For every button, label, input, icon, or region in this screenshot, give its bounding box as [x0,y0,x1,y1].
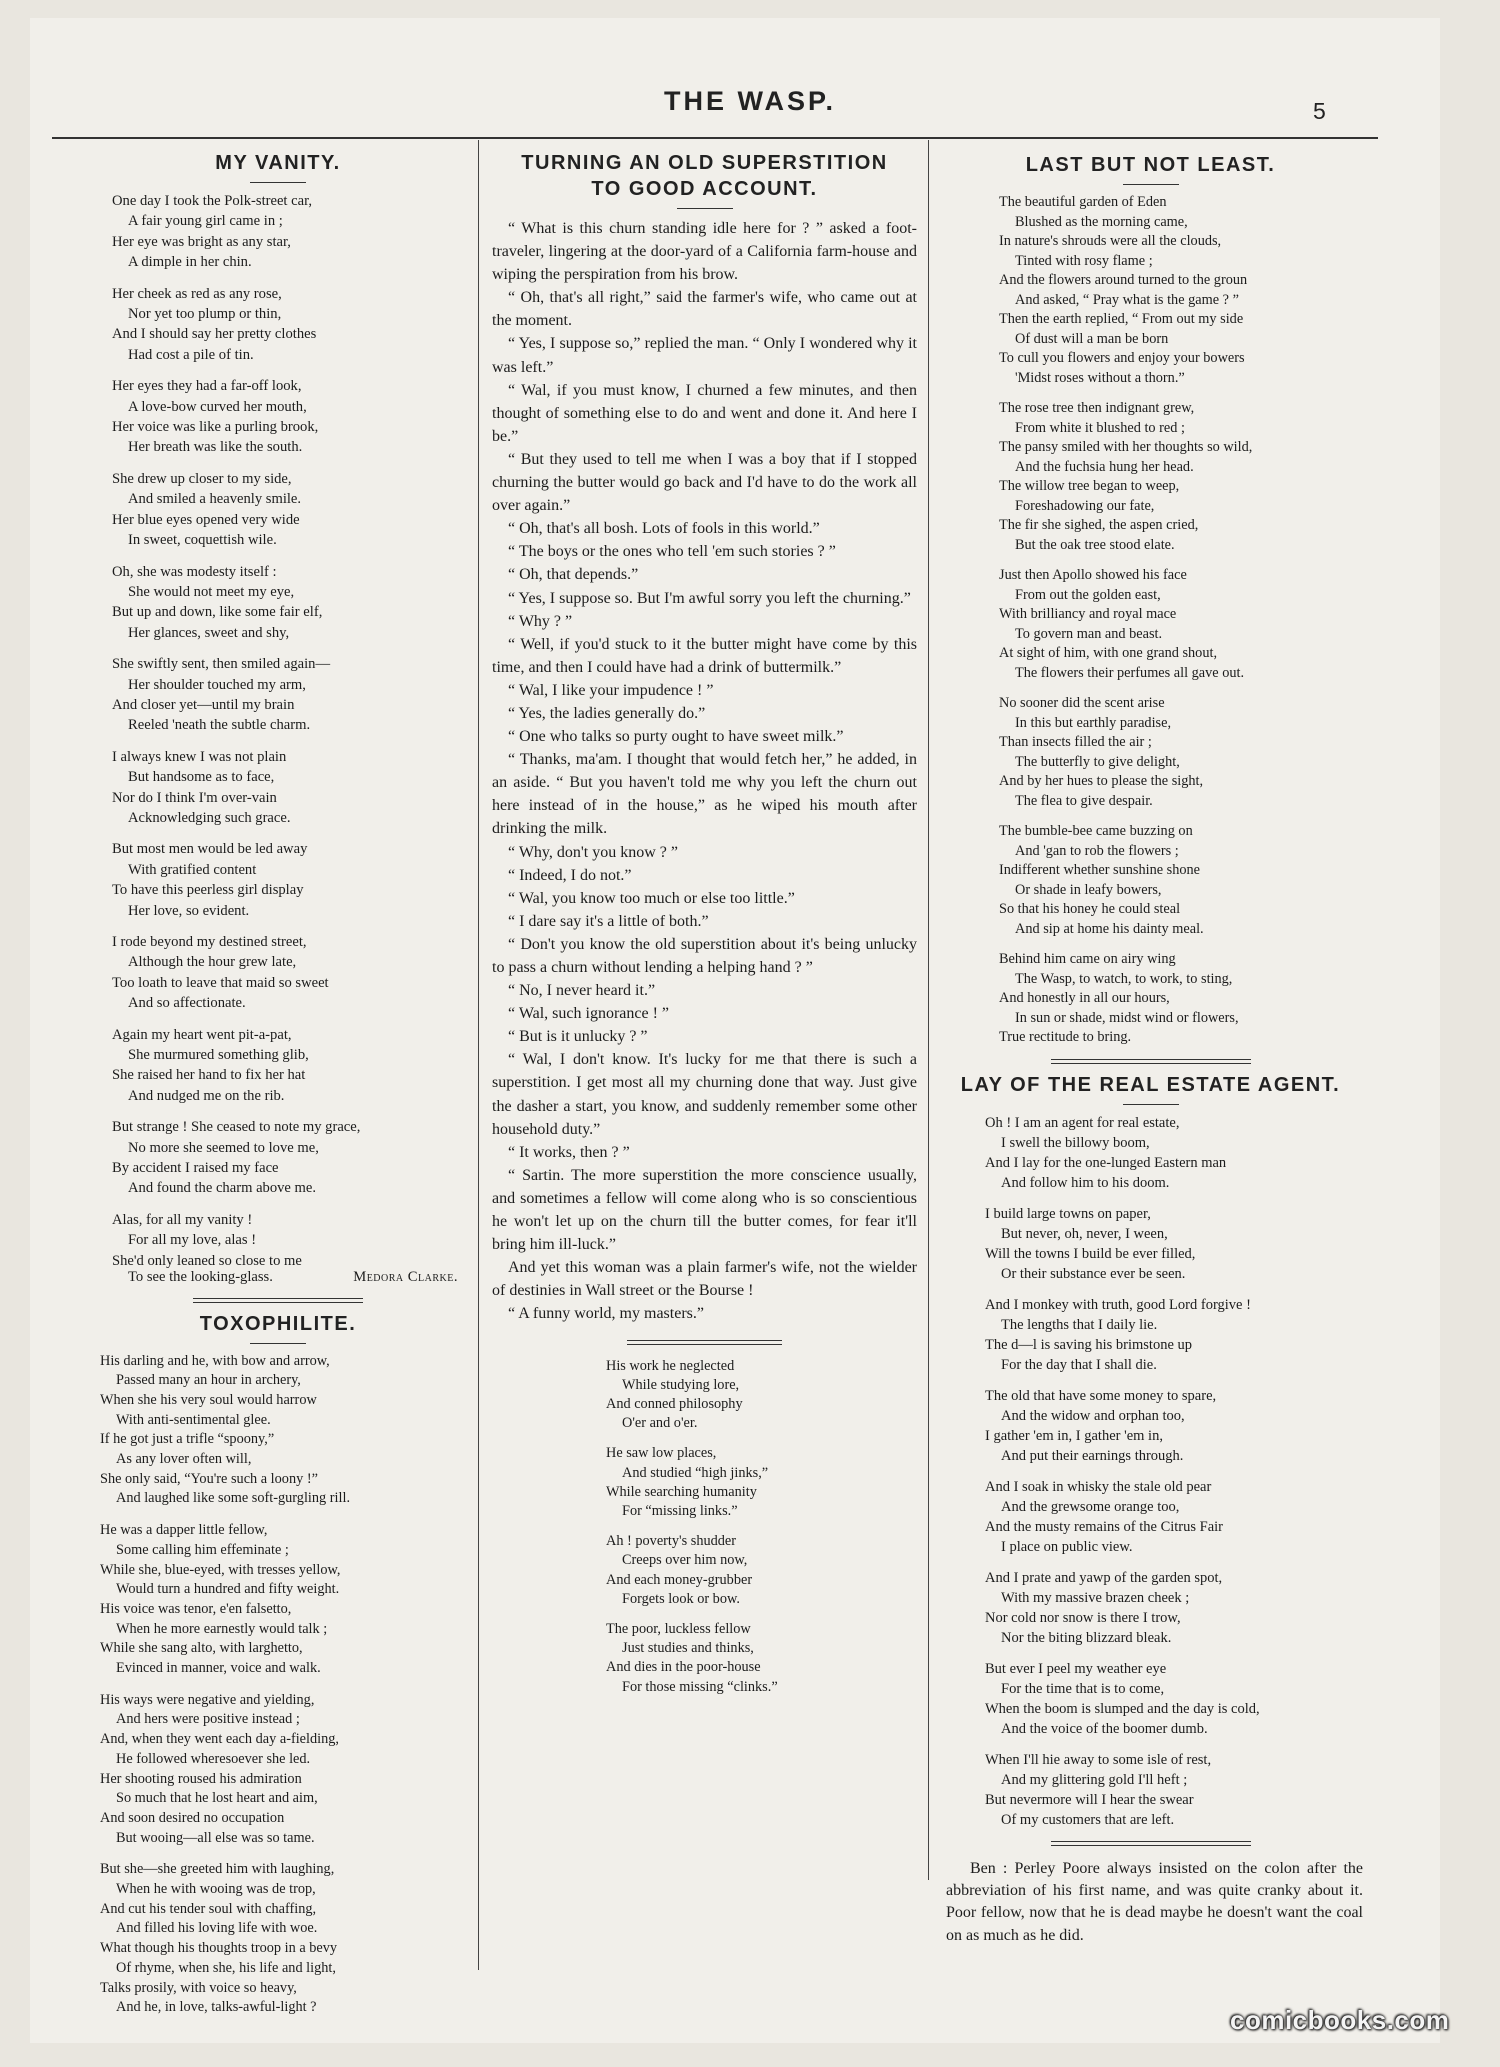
verse-line: Then the earth replied, “ From out my side [999,311,1244,327]
stanza [112,191,464,273]
verse-line: Nor cold nor snow is there I trow, [985,1609,1181,1626]
verse-line: When I'll hie away to some isle of rest, [985,1751,1212,1768]
masthead-title: THE WASP. [663,86,837,116]
verse-line: Although the hour grew late, [128,954,297,971]
verse-line: Just then Apollo showed his face [999,567,1187,583]
article-paragraph: “ Wal, you know too much or else too little.” [508,889,795,907]
verse-line: And the voice of the boomer dumb. [1001,1720,1208,1737]
verse-line: In sweet, coquettish wile. [128,532,277,549]
verse-line: Her shooting roused his admiration [100,1770,302,1787]
stanza [112,654,464,736]
stanza [100,1860,464,2018]
my-vanity-poem [92,191,464,1271]
verse-line: And closer yet—until my brain [112,696,295,713]
verse-line: I gather 'em in, I gather 'em in, [985,1427,1163,1444]
stanza [606,1620,917,1697]
column-2 [492,150,917,1708]
verse-line: His darling and he, with bow and arrow, [100,1352,330,1369]
verse-line: Reeled 'neath the subtle charm. [128,717,311,734]
verse-line: And the widow and orphan too, [1001,1407,1185,1424]
verse-line: I build large towns on paper, [985,1205,1151,1222]
verse-line: So much that he lost heart and aim, [116,1790,318,1807]
article-paragraph: “ Indeed, I do not.” [508,866,632,884]
verse-line: To cull you flowers and enjoy your bowers [999,350,1245,366]
verse-line: But strange ! She ceased to note my grace, [112,1119,361,1136]
verse-line: For “missing links.” [622,1502,738,1519]
verse-line: And I lay for the one-lunged Eastern man [985,1154,1227,1171]
verse-line: One day I took the Polk-street car, [112,193,313,209]
verse-line: But ever I peel my weather eye [985,1660,1167,1677]
verse-line: And 'gan to rob the flowers ; [1015,842,1179,859]
verse-line: As any lover often will, [116,1451,252,1468]
header-rule [52,137,1378,139]
verse-line: For all my love, alas ! [128,1232,257,1249]
verse-line: And by her hues to please the sight, [999,773,1204,789]
verse-line: So that his honey he could steal [999,901,1181,917]
verse-line: Her glances, sweet and shy, [128,624,290,641]
verse-line: Alas, for all my vanity ! [112,1211,253,1228]
column-divider-1 [478,140,479,1970]
verse-line: While studying lore, [622,1376,740,1393]
verse-line: What though his thoughts troop in a bevy [100,1940,338,1957]
note-paragraph: Ben : Perley Poore always insisted on the colon after the abbreviation of his first name, and was quite cranky about it. Poor fellow, now that he is dead maybe he doesn't want the coal on as much as he did. [946,1859,1363,1944]
stanza [985,1113,1363,1193]
verse-line: When the boom is slumped and the day is cold, [985,1700,1260,1717]
verse-line: O'er and o'er. [622,1415,698,1432]
verse-line: Blushed as the morning came, [1015,213,1188,230]
article-paragraph: “ Yes, I suppose so,” replied the man. “ Only I wondered why it was left.” [492,335,917,376]
stanza [606,1357,917,1434]
article-paragraph: “ No, I never heard it.” [508,982,656,1000]
verse-line: Her cheek as red as any rose, [112,285,282,302]
stanza [112,284,464,366]
article-paragraph: “ But is it unlucky ? ” [508,1028,648,1046]
verse-line: The lengths that I daily lie. [1001,1316,1158,1333]
stanza [985,1295,1363,1375]
stanza [606,1532,917,1609]
verse-line: With my massive brazen cheek ; [1001,1589,1190,1606]
toxophilite-poem [92,1352,464,2019]
verse-line: I place on public view. [1001,1538,1133,1555]
verse-line: Nor the biting blizzard bleak. [1001,1629,1172,1646]
verse-line: She raised her hand to fix her hat [112,1067,306,1084]
verse-line: In this but earthly paradise, [1015,714,1172,731]
verse-line: The beautiful garden of Eden [999,194,1167,210]
verse-line: Ah ! poverty's shudder [606,1533,737,1550]
stanza [112,839,464,921]
verse-line: And he, in love, talks-awful-light ? [116,1999,317,2016]
article-paragraph: “ But they used to tell me when I was a boy that if I stopped churning the butter would go back and I'd have to do the work all over again.” [492,450,917,515]
verse-line: Foreshadowing our fate, [1015,497,1155,514]
article-paragraph: “ Oh, that depends.” [508,566,639,584]
article-title-line-1: TURNING AN OLD SUPERSTITION [521,152,888,174]
verse-line: She swiftly sent, then smiled again— [112,656,331,673]
stanza [112,1025,464,1107]
verse-line: While searching humanity [606,1483,757,1500]
stanza [100,1521,464,1679]
verse-line: Evinced in manner, voice and walk. [116,1660,321,1677]
verse-line: Or their substance ever be seen. [1001,1265,1186,1282]
verse-line: True rectitude to bring. [999,1029,1132,1045]
verse-line: At sight of him, with one grand shout, [999,645,1218,661]
stanza [985,1750,1363,1830]
verse-line: But the oak tree stood elate. [1015,536,1175,553]
verse-line: Of rhyme, when she, his life and light, [116,1959,336,1976]
verse-line: She'd only leaned so close to me [112,1252,302,1269]
verse-line: Her love, so evident. [128,902,250,919]
stanza [100,1691,464,1849]
article-paragraph: “ Wal, if you must know, I churned a few minutes, and then thought of something else to do and went and done it. And here I be.” [492,381,917,445]
verse-line: Nor do I think I'm over-vain [112,789,277,806]
verse-line: But most men would be led away [112,841,308,858]
verse-line: In nature's shrouds were all the clouds, [999,233,1222,249]
section-divider [1051,1059,1251,1064]
verse-line: Her eyes they had a far-off look, [112,378,302,395]
verse-line: Of my customers that are left. [1001,1811,1175,1828]
verse-line: Behind him came on airy wing [999,951,1176,967]
verse-line: And each money-grubber [606,1571,753,1588]
article-paragraph: “ Why ? ” [508,612,573,630]
verse-line: But handsome as to face, [128,769,275,786]
stanza [112,376,464,458]
article-paragraph: “ I dare say it's a little of both.” [508,912,709,930]
verse-line: For the day that I shall die. [1001,1356,1157,1373]
verse-line: The pansy smiled with her thoughts so wild, [999,439,1253,455]
verse-line: And I soak in whisky the stale old pear [985,1478,1212,1495]
perley-poore-note [938,1858,1363,1948]
verse-line: He was a dapper little fellow, [100,1522,268,1539]
last-but-not-least-poem [938,193,1363,1048]
section-divider [193,1298,363,1303]
page-number: 5 [1313,98,1326,124]
verse-line: And filled his loving life with woe. [116,1920,318,1937]
stanza [112,932,464,1014]
real-estate-agent-poem [938,1113,1363,1830]
verse-line: Had cost a pile of tin. [128,346,254,363]
stanza [985,1477,1363,1557]
verse-line: His voice was tenor, e'en falsetto, [100,1600,292,1617]
article-paragraph: “ Yes, the ladies generally do.” [508,704,706,722]
verse-line: And found the charm above me. [128,1180,317,1197]
verse-line: But nevermore will I hear the swear [985,1791,1194,1808]
verse-line: He saw low places, [606,1445,717,1462]
last-but-not-least-title: LAST BUT NOT LEAST. [1025,154,1276,176]
verse-line: His work he neglected [606,1357,735,1374]
verse-line: Would turn a hundred and fifty weight. [116,1581,340,1598]
article-paragraph: “ What is this churn standing idle here for ? ” asked a foot-traveler, lingering at the door-yard of a California farm-house and wiping the perspiration from his brow. [492,220,917,284]
stanza [985,1568,1363,1648]
stanza [999,399,1363,555]
verse-line: Talks prosily, with voice so heavy, [100,1979,297,1996]
my-vanity-title: MY VANITY. [215,152,341,174]
verse-line: If he got just a trifle “spoony,” [100,1431,275,1448]
verse-line: And put their earnings through. [1001,1447,1184,1464]
verse-line: A dimple in her chin. [128,254,252,271]
verse-line: Or shade in leafy bowers, [1015,881,1162,898]
verse-line: Indifferent whether sunshine shone [999,862,1201,878]
verse-line: Tinted with rosy flame ; [1015,252,1153,269]
verse-line: And I should say her pretty clothes [112,326,317,343]
section-divider [627,1340,782,1345]
verse-line: And conned philosophy [606,1395,743,1412]
verse-line: To see the looking-glass. [128,1269,273,1286]
verse-line: Her voice was like a purling brook, [112,419,319,436]
stanza [112,469,464,551]
verse-line: And follow him to his doom. [1001,1174,1170,1191]
verse-line: No more she seemed to love me, [128,1139,319,1156]
verse-line: The Wasp, to watch, to work, to sting, [1015,970,1233,987]
verse-line: And studied “high jinks,” [622,1464,769,1481]
short-poem [492,1357,917,1697]
verse-line: Her shoulder touched my arm, [128,676,306,693]
verse-line: When she his very soul would harrow [100,1391,317,1408]
article-paragraph: “ Thanks, ma'am. I thought that would fetch her,” he added, in an aside. “ But you haven't told me why you left the churn out here instead of in the house,” as he wiped his mouth after drinking the milk. [492,751,917,838]
verse-line: And I monkey with truth, good Lord forgive ! [985,1296,1251,1313]
verse-line: Will the towns I build be ever filled, [985,1245,1196,1262]
verse-line: And cut his tender soul with chaffing, [100,1900,317,1917]
article-paragraph: “ Wal, I don't know. It's lucky for me that there is such a superstition. I get most all my churning done that way. Just give the dasher a start, you know, and suddenly remember some other household duty.” [492,1051,917,1138]
verse-line: She would not meet my eye, [128,583,295,600]
verse-line: She murmured something glib, [128,1047,309,1064]
verse-line: Oh ! I am an agent for real estate, [985,1114,1180,1131]
title-rule [677,208,733,209]
verse-line: And nudged me on the rib. [128,1087,285,1104]
verse-line: The willow tree began to weep, [999,478,1180,494]
verse-line: Just studies and thinks, [622,1640,754,1657]
verse-line: Oh, she was modesty itself : [112,563,277,580]
verse-line: I swell the billowy boom, [1001,1134,1150,1151]
verse-line: The rose tree then indignant grew, [999,400,1195,416]
verse-line: From white it blushed to red ; [1015,419,1185,436]
verse-line: While she, blue-eyed, with tresses yellow, [100,1561,341,1578]
verse-line: The fir she sighed, the aspen cried, [999,517,1199,533]
verse-line: For those missing “clinks.” [622,1678,778,1695]
verse-line: Her eye was bright as any star, [112,233,291,250]
verse-line: Acknowledging such grace. [128,809,291,826]
verse-line: But up and down, like some fair elf, [112,604,323,621]
verse-line: Her blue eyes opened very wide [112,511,300,528]
verse-line: The d—l is saving his brimstone up [985,1336,1193,1353]
stanza [112,562,464,644]
verse-line: And smiled a heavenly smile. [128,491,302,508]
verse-line: While she sang alto, with larghetto, [100,1640,303,1657]
article-title-line-2: TO GOOD ACCOUNT. [591,178,818,200]
verse-line: Creeps over him now, [622,1552,748,1569]
verse-line: I always knew I was not plain [112,748,287,765]
verse-line: With anti-sentimental glee. [116,1411,271,1428]
verse-line: No sooner did the scent arise [999,695,1165,711]
verse-line: She drew up closer to my side, [112,470,292,487]
section-divider [1051,1841,1251,1846]
verse-line: And hers were positive instead ; [116,1711,300,1728]
verse-line: When he with wooing was de trop, [116,1881,316,1898]
verse-line: And, when they went each day a-fielding, [100,1731,339,1748]
verse-line: Forgets look or bow. [622,1590,740,1607]
verse-line: From out the golden east, [1015,586,1161,603]
verse-line: But wooing—all else was so tame. [116,1829,315,1846]
verse-line: To have this peerless girl display [112,882,304,899]
article-paragraph: “ Don't you know the old superstition about it's being unlucky to pass a churn without lending a helping hand ? ” [492,935,917,976]
verse-line: A fair young girl came in ; [128,213,283,230]
verse-line: I rode beyond my destined street, [112,934,307,950]
verse-line: Passed many an hour in archery, [116,1372,301,1389]
stanza [112,747,464,829]
verse-line: But never, oh, never, I ween, [1001,1225,1168,1242]
stanza [999,193,1363,388]
article-paragraph: “ Well, if you'd stuck to it the butter might have come by this time, and then I could have had a drink of buttermilk.” [492,635,917,676]
verse-line: And dies in the poor-house [606,1659,761,1676]
verse-line: And honestly in all our hours, [999,990,1170,1006]
verse-line: He followed wheresoever she led. [116,1750,311,1767]
real-estate-agent-title: LAY OF THE REAL ESTATE AGENT. [960,1073,1341,1096]
verse-line: In sun or shade, midst wind or flowers, [1015,1009,1239,1026]
article-paragraph: “ It works, then ? ” [508,1143,630,1161]
verse-line: Than insects filled the air ; [999,734,1152,750]
verse-line: When he more earnestly would talk ; [116,1620,328,1637]
article-paragraph: “ Oh, that's all bosh. Lots of fools in this world.” [508,520,820,538]
verse-line: She only said, “You're such a loony !” [100,1470,318,1487]
verse-line: With gratified content [128,861,257,878]
title-rule [1123,1104,1179,1105]
verse-line: The butterfly to give delight, [1015,753,1180,770]
article-paragraph: “ Sartin. The more superstition the more conscience usually, and sometimes a fellow will come along who is so conscientious he won't let up on the churn till the butter comes, for fear it'll bring him ill-luck.” [492,1166,917,1254]
article-paragraph: “ Why, don't you know ? ” [508,843,678,861]
verse-line: And the fuchsia hung her head. [1015,458,1194,475]
article-paragraph: “ Wal, such ignorance ! ” [508,1005,670,1023]
verse-line: Nor yet too plump or thin, [128,306,282,323]
stanza [606,1444,917,1521]
verse-line: But she—she greeted him with laughing, [100,1861,335,1878]
verse-line: For the time that is to come, [1001,1680,1165,1697]
watermark: comicbooks.com [1230,2005,1450,2035]
stanza [985,1659,1363,1739]
column-1 [92,150,464,2030]
verse-line: Too loath to leave that maid so sweet [112,974,329,991]
verse-line: And the grewsome orange too, [1001,1498,1180,1515]
verse-line: And the flowers around turned to the groun [999,272,1248,288]
verse-line: The flea to give despair. [1015,792,1153,809]
stanza [112,1210,464,1271]
toxophilite-title: TOXOPHILITE. [199,1312,357,1335]
stanza [985,1386,1363,1466]
verse-line: Again my heart went pit-a-pat, [112,1026,292,1043]
verse-line: And soon desired no occupation [100,1809,285,1826]
title-rule [250,182,306,183]
title-rule [250,1343,306,1344]
stanza [999,822,1363,939]
article-body [492,217,917,1326]
verse-line: His ways were negative and yielding, [100,1691,315,1708]
stanza [112,1117,464,1199]
verse-line: And my glittering gold I'll heft ; [1001,1771,1188,1788]
verse-line: And laughed like some soft-gurgling rill. [116,1490,351,1507]
verse-line: The poor, luckless fellow [606,1620,751,1637]
verse-line: And I prate and yawp of the garden spot, [985,1569,1223,1586]
verse-line: And the musty remains of the Citrus Fair [985,1518,1224,1535]
verse-line: And sip at home his dainty meal. [1015,920,1204,937]
article-paragraph: “ A funny world, my masters.” [508,1305,704,1323]
stanza [999,950,1363,1048]
article-paragraph: “ One who talks so purty ought to have sweet milk.” [508,728,844,746]
title-rule [1123,184,1179,185]
article-paragraph: “ Yes, I suppose so. But I'm awful sorry you left the churning.” [508,589,911,607]
verse-line: By accident I raised my face [112,1160,279,1177]
verse-line: The old that have some money to spare, [985,1387,1217,1404]
verse-line: The flowers their perfumes all gave out. [1015,664,1245,681]
verse-line: To govern man and beast. [1015,625,1163,642]
verse-line: The bumble-bee came buzzing on [999,823,1193,839]
verse-line: A love-bow curved her mouth, [128,398,307,415]
stanza [999,694,1363,811]
column-3 [938,152,1363,1947]
verse-line: 'Midst roses without a thorn.” [1015,369,1185,386]
article-paragraph: “ Wal, I like your impudence ! ” [508,681,714,699]
verse-line: And asked, “ Pray what is the game ? ” [1015,291,1239,308]
article-paragraph: “ Oh, that's all right,” said the farmer's wife, who came out at the moment. [492,289,917,330]
stanza [985,1204,1363,1284]
verse-line: With brilliancy and royal mace [999,606,1177,622]
verse-line: Her breath was like the south. [128,439,303,456]
article-paragraph: And yet this woman was a plain farmer's wife, not the wielder of destinies in Wall street or the Bourse ! [492,1259,917,1300]
article-paragraph: “ The boys or the ones who tell 'em such stories ? ” [508,543,836,561]
verse-line: Some calling him effeminate ; [116,1541,289,1558]
column-divider-2 [928,140,929,1880]
stanza [999,566,1363,683]
stanza [100,1352,464,1510]
author-signature: Medora Clarke. [353,1269,458,1286]
verse-line: And so affectionate. [128,995,246,1012]
verse-line: Of dust will a man be born [1015,330,1169,347]
